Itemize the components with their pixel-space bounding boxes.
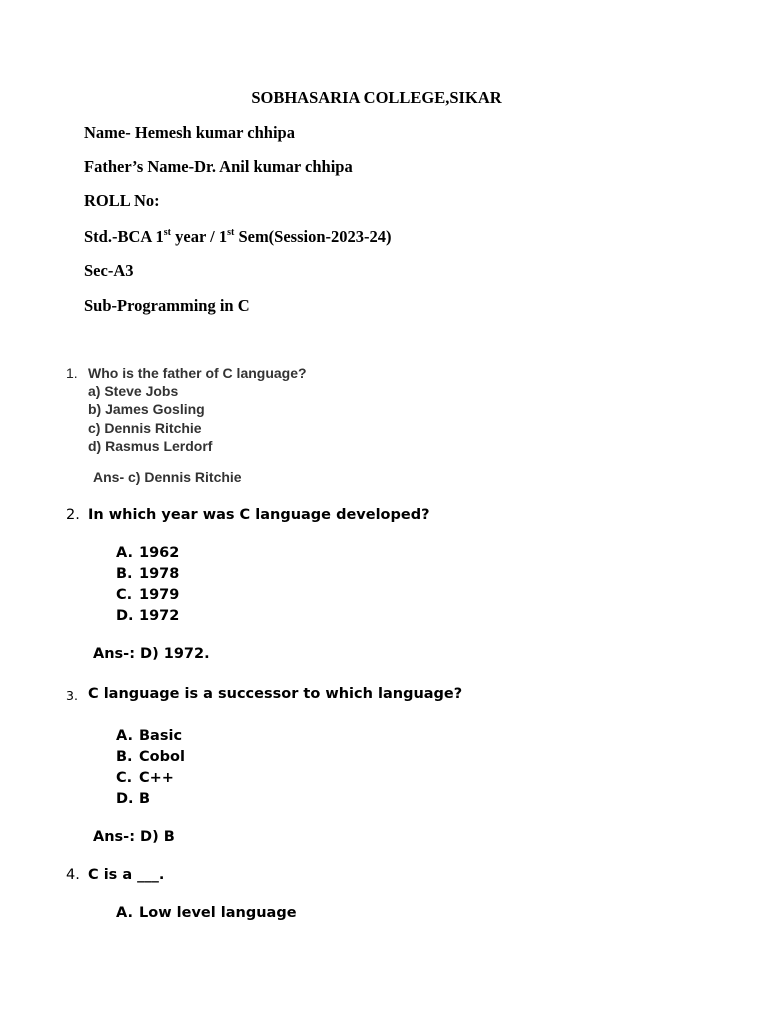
- option-text: 1979: [139, 587, 180, 603]
- question-1-answer: Ans- c) Dennis Ritchie: [93, 469, 242, 485]
- question-1-option-c: c) Dennis Ritchie: [88, 420, 202, 436]
- question-4-option-a: [116, 905, 297, 921]
- question-3-option-d: [116, 791, 150, 807]
- standard-middle: year / 1: [171, 227, 228, 246]
- question-2-answer: Ans-: D) 1972.: [93, 646, 210, 662]
- option-letter: A.: [116, 905, 133, 921]
- roll-number: ROLL No:: [84, 191, 160, 210]
- option-text: C++: [139, 770, 174, 786]
- option-letter: B.: [116, 566, 133, 582]
- standard-suffix: Sem(Session-2023-24): [234, 227, 392, 246]
- college-title: SOBHASARIA COLLEGE,SIKAR: [251, 88, 502, 107]
- option-letter: A.: [116, 545, 133, 561]
- question-3-option-a: [116, 728, 182, 744]
- student-name: Name- Hemesh kumar chhipa: [84, 123, 295, 142]
- question-2-text: In which year was C language developed?: [88, 507, 430, 523]
- standard-line: [84, 227, 392, 247]
- father-name: Father’s Name-Dr. Anil kumar chhipa: [84, 157, 353, 176]
- question-2-option-b: [116, 566, 179, 582]
- option-letter: D.: [116, 791, 134, 807]
- option-text: B: [139, 791, 151, 807]
- question-3-text: C language is a successor to which language?: [88, 686, 463, 702]
- question-3-option-c: [116, 770, 174, 786]
- question-2-option-d: [116, 608, 179, 624]
- question-2-option-a: [116, 545, 179, 561]
- option-letter: C.: [116, 770, 133, 786]
- option-letter: D.: [116, 608, 134, 624]
- standard-superscript-1: st: [163, 227, 172, 238]
- question-2-number: 2.: [66, 507, 80, 523]
- question-1-option-a: a) Steve Jobs: [88, 383, 179, 399]
- option-text: Low level language: [139, 905, 297, 921]
- question-3-number: 3.: [66, 688, 78, 703]
- section-line: Sec-A3: [84, 261, 134, 280]
- option-text: 1962: [139, 545, 180, 561]
- question-3-answer: Ans-: D) B: [93, 829, 175, 845]
- standard-prefix: Std.-BCA 1: [84, 227, 164, 246]
- question-1-option-d: d) Rasmus Lerdorf: [88, 438, 213, 454]
- question-3-option-b: [116, 749, 185, 765]
- option-text: 1978: [139, 566, 180, 582]
- subject-line: Sub-Programming in C: [84, 296, 250, 315]
- option-text: 1972: [139, 608, 180, 624]
- question-1-number: 1.: [66, 365, 78, 381]
- question-1-option-b: b) James Gosling: [88, 401, 205, 417]
- standard-superscript-2: st: [227, 227, 235, 238]
- question-4-number: 4.: [66, 867, 80, 883]
- option-text: Basic: [139, 728, 183, 744]
- option-letter: A.: [116, 728, 133, 744]
- option-letter: B.: [116, 749, 133, 765]
- option-text: Cobol: [139, 749, 185, 765]
- question-4-text: C is a ___.: [88, 867, 165, 883]
- question-2-option-c: [116, 587, 179, 603]
- question-1-text: Who is the father of C language?: [88, 365, 307, 381]
- option-letter: C.: [116, 587, 133, 603]
